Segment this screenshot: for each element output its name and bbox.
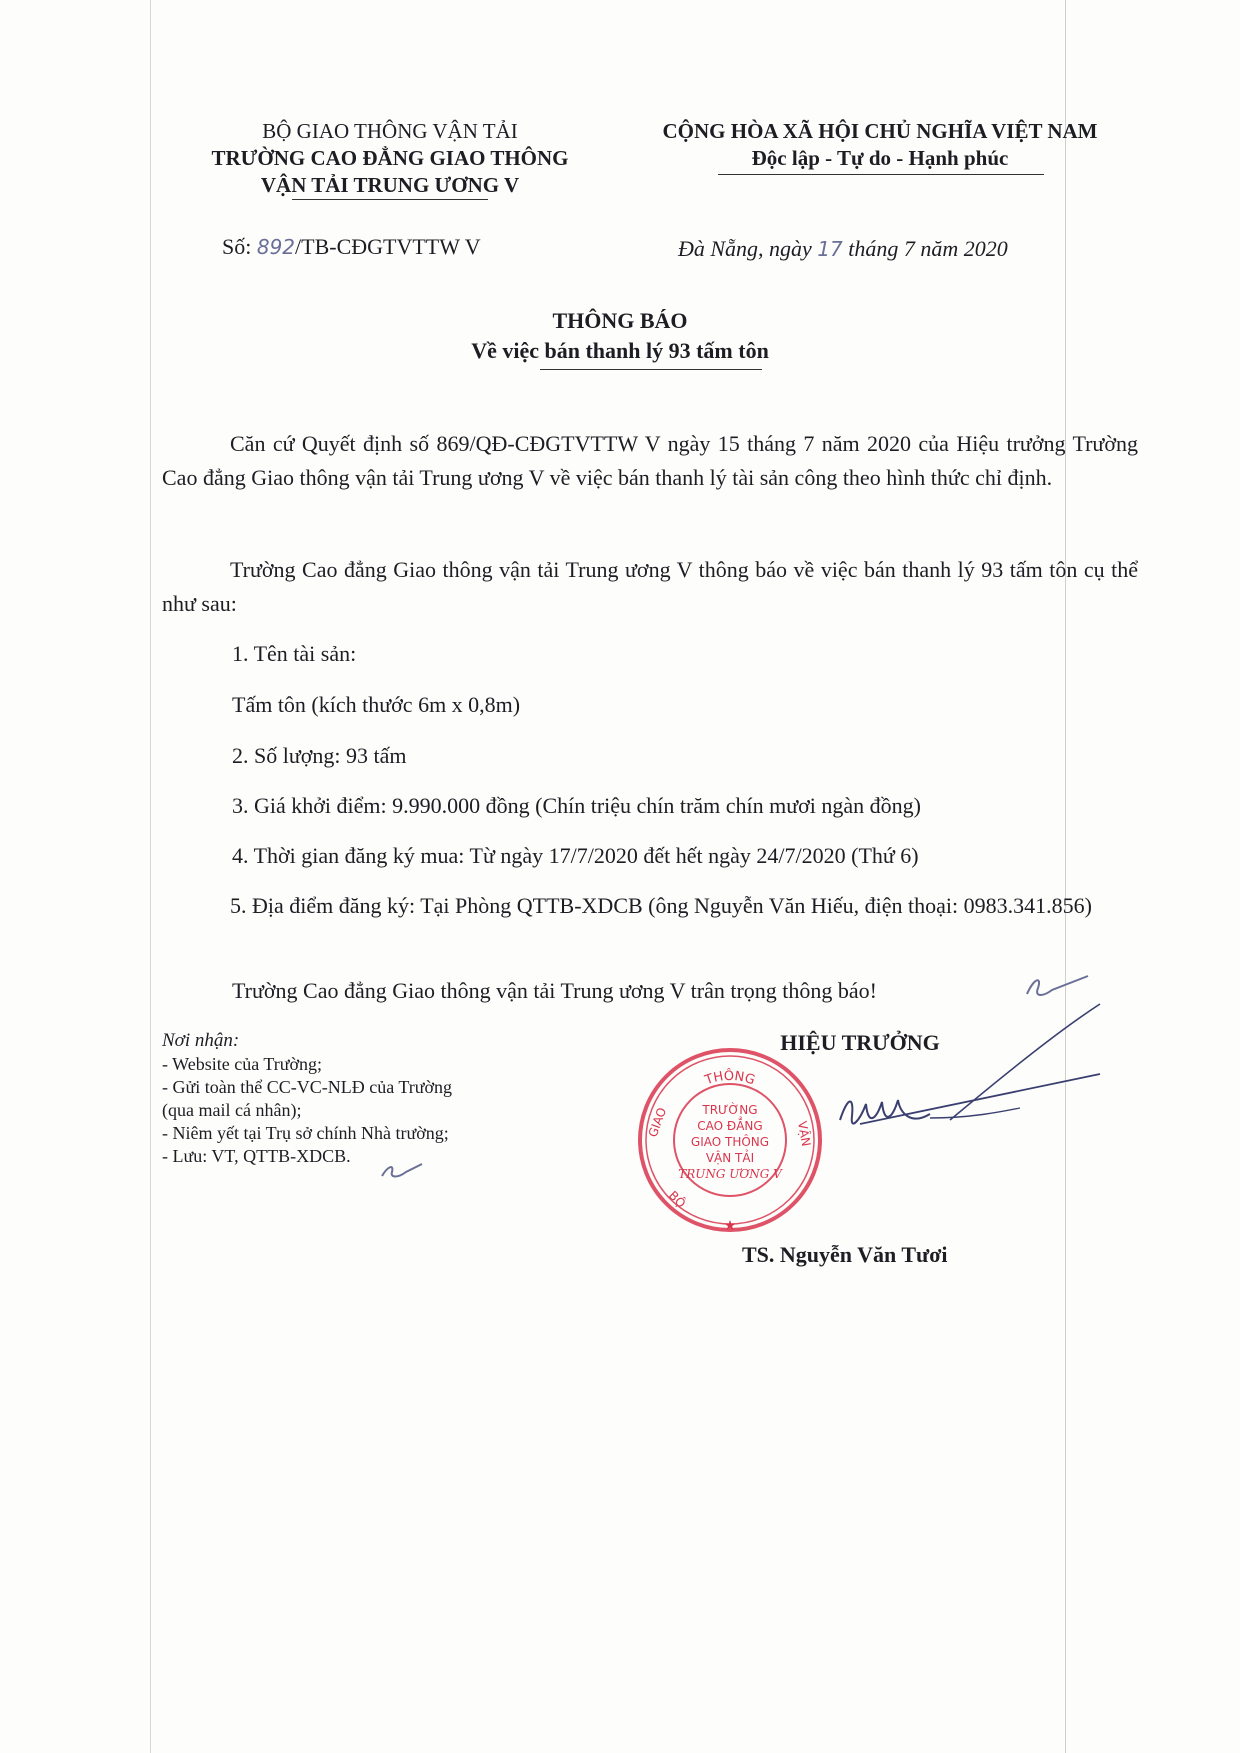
school-name-line1: TRƯỜNG CAO ĐẲNG GIAO THÔNG — [211, 146, 569, 170]
document-number — [222, 233, 481, 261]
seal-ring-bottom: BỘ — [665, 1188, 689, 1211]
date-suffix: tháng 7 năm 2020 — [848, 236, 1008, 261]
title-underline — [540, 369, 762, 370]
scan-crease-left — [150, 0, 151, 1753]
seal-center-line5: TRUNG ƯƠNG V — [678, 1167, 782, 1181]
number-prefix: Số: — [222, 234, 252, 259]
item-3: 3. Giá khởi điểm: 9.990.000 đồng (Chín triệu chín trăm chín mươi ngàn đồng) — [232, 793, 921, 818]
item-1-title: 1. Tên tài sản: — [232, 641, 357, 666]
seal-center-line1: TRƯỜNG — [702, 1103, 758, 1117]
title-main: THÔNG BÁO — [552, 308, 688, 333]
recipient-item: - Lưu: VT, QTTB-XDCB. — [162, 1146, 351, 1166]
date-prefix: Đà Nẵng, ngày — [678, 236, 812, 261]
initial-flourish-closing — [1022, 972, 1092, 1002]
seal-star: ★ — [723, 1218, 737, 1234]
header-left — [160, 118, 620, 199]
seal-center-line4: VẬN TẢI — [705, 1151, 755, 1165]
handwritten-day: 17 — [817, 237, 843, 261]
recipients-block — [162, 1028, 582, 1168]
paragraph-announcement: Trường Cao đẳng Giao thông vận tải Trung ương V thông báo về việc bán thanh lý 93 tấm tôn cụ thể như sau: — [162, 557, 1138, 616]
initial-flourish-recipients — [378, 1158, 426, 1184]
country-name: CỘNG HÒA XÃ HỘI CHỦ NGHĨA VIỆT NAM — [662, 119, 1098, 143]
seal-center-line3: GIAO THÔNG — [690, 1135, 770, 1149]
seal-ring-right: VẬN — [795, 1120, 814, 1148]
title-subject: Về việc bán thanh lý 93 tấm tôn — [471, 338, 769, 363]
header-right — [610, 118, 1150, 172]
recipient-item: - Niêm yết tại Trụ sở chính Nhà trường; — [162, 1123, 449, 1143]
item-5: 5. Địa điểm đăng ký: Tại Phòng QTTB-XDCB (ông Nguyễn Văn Hiếu, điện thoại: 0983.341.856) — [230, 893, 1092, 918]
recipients-label: Nơi nhận: — [162, 1030, 240, 1051]
national-motto: Độc lập - Tự do - Hạnh phúc — [751, 146, 1009, 170]
closing-line: Trường Cao đẳng Giao thông vận tải Trung ương V trân trọng thông báo! — [232, 978, 877, 1003]
motto-underline — [718, 174, 1044, 175]
svg-text:THÔNG — [702, 1068, 757, 1089]
item-4: 4. Thời gian đăng ký mua: Từ ngày 17/7/2020 đết hết ngày 24/7/2020 (Thứ 6) — [232, 843, 919, 868]
seal-ring-top: THÔNG — [703, 1068, 757, 1089]
handwritten-number: 892 — [256, 235, 296, 259]
recipient-item: - Gửi toàn thể CC-VC-NLĐ của Trường — [162, 1077, 453, 1097]
number-suffix: /TB-CĐGTVTTW V — [295, 234, 481, 259]
recipient-item: - Website của Trường; — [162, 1054, 322, 1074]
recipient-item: (qua mail cá nhân); — [162, 1100, 302, 1120]
item-2: 2. Số lượng: 93 tấm — [232, 743, 407, 768]
seal-center-line2: CAO ĐẲNG — [697, 1119, 763, 1133]
paragraph-basis: Căn cứ Quyết định số 869/QĐ-CĐGTVTTW V ngày 15 tháng 7 năm 2020 của Hiệu trưởng Trường Cao đẳng Giao thông vận tải Trung ương V về việc bán thanh lý tài sản công theo hình thức chỉ định. — [162, 431, 1138, 490]
signature-title: HIỆU TRƯỞNG — [780, 1030, 940, 1055]
official-seal — [630, 1040, 830, 1240]
seal-ring-left: GIAO — [645, 1105, 670, 1140]
ministry-name: BỘ GIAO THÔNG VẬN TẢI — [262, 119, 518, 143]
header-left-underline — [292, 199, 488, 200]
notice-title — [0, 306, 1240, 366]
scan-crease-right — [1065, 0, 1066, 1753]
place-date — [678, 236, 1008, 262]
item-1-value: Tấm tôn (kích thước 6m x 0,8m) — [232, 692, 521, 717]
school-name-line2: VẬN TẢI TRUNG ƯƠNG V — [260, 173, 520, 197]
signer-name: TS. Nguyễn Văn Tươi — [742, 1242, 948, 1267]
handwritten-signature — [800, 1000, 1120, 1200]
